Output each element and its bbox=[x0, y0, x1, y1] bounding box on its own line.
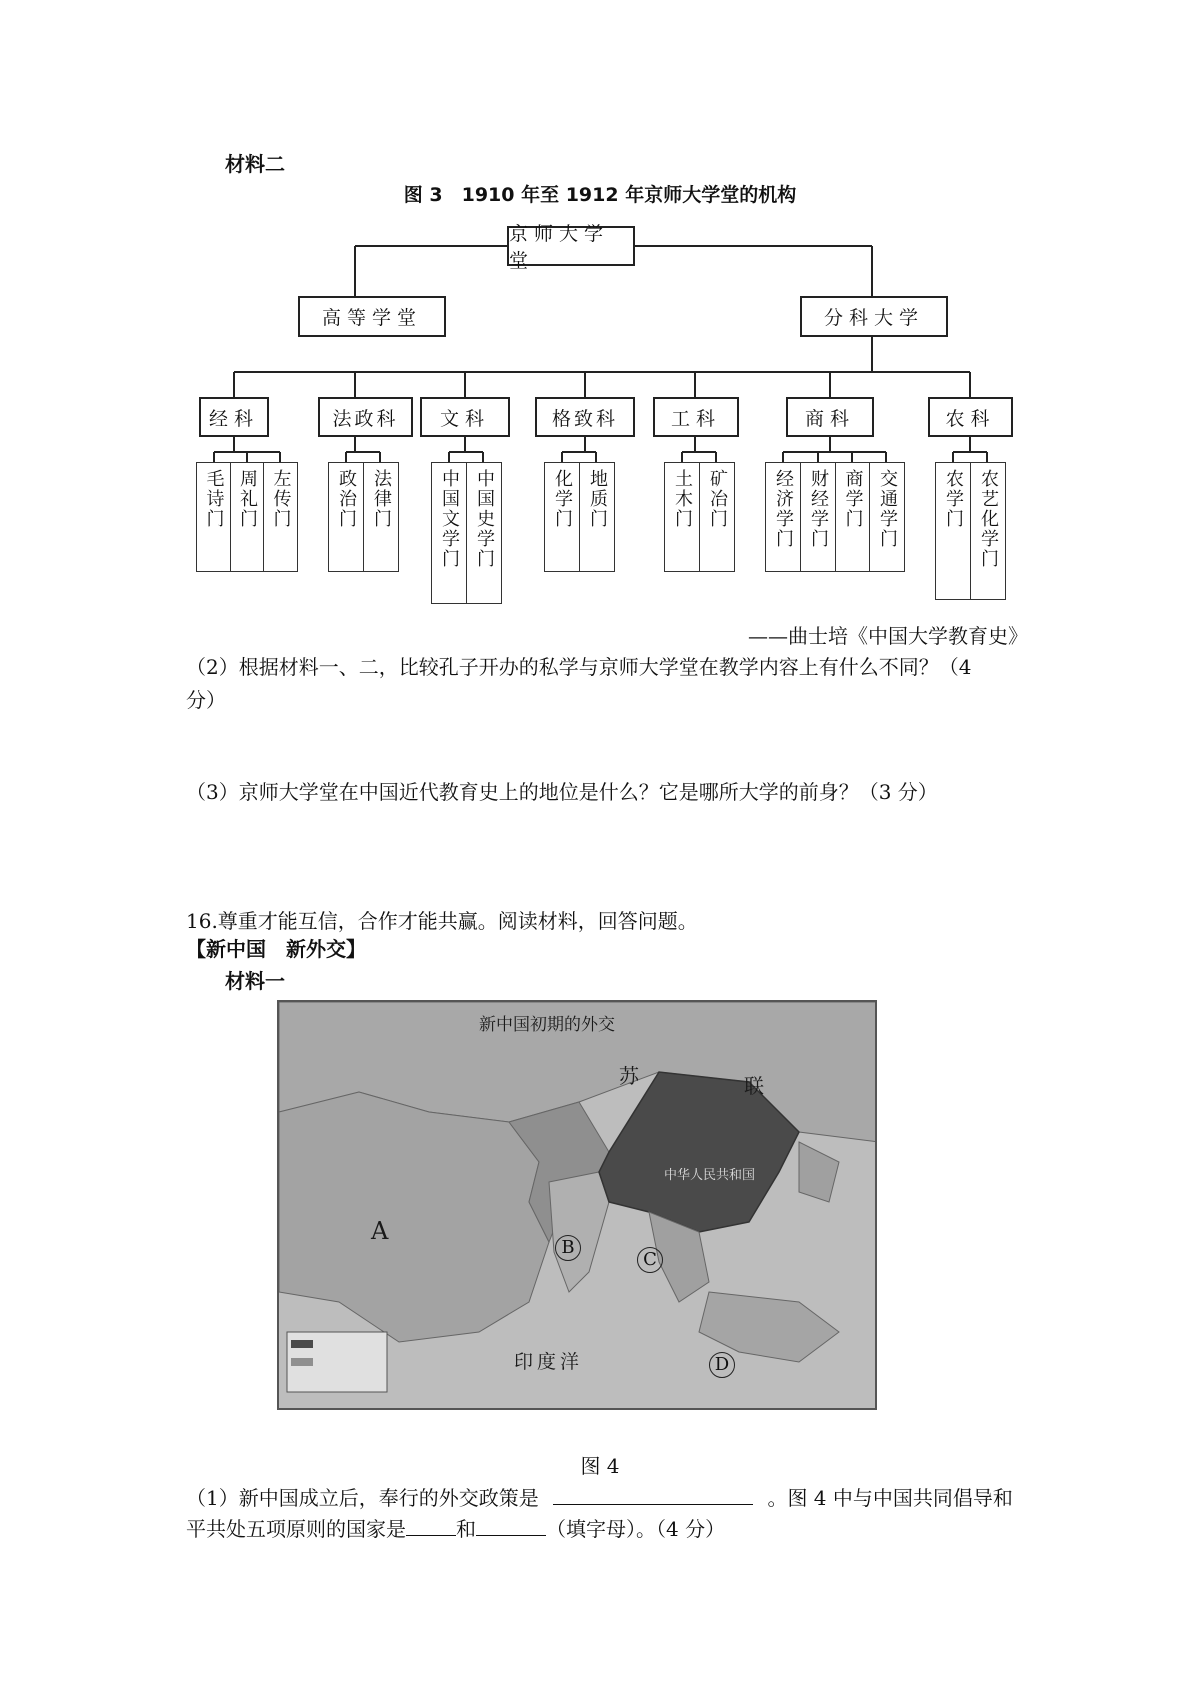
question-1-line1 bbox=[186, 1484, 1013, 1512]
material1-label: 材料一 bbox=[225, 969, 285, 993]
subject-box: 农科 bbox=[928, 397, 1013, 437]
dept-column bbox=[765, 462, 801, 572]
dept-column bbox=[935, 462, 971, 600]
dept-label: 农学门 bbox=[943, 469, 964, 529]
dept-column bbox=[835, 462, 870, 572]
subject-box: 文科 bbox=[420, 397, 510, 437]
dept-column bbox=[970, 462, 1006, 600]
org-right: 分科大学 bbox=[800, 296, 948, 337]
dept-column bbox=[230, 462, 264, 572]
dept-column bbox=[263, 462, 298, 572]
dept-label: 政治门 bbox=[336, 469, 357, 529]
question-16-intro: 16.尊重才能互信，合作才能共赢。阅读材料，回答问题。 bbox=[186, 909, 698, 933]
dept-label: 法律门 bbox=[371, 469, 392, 529]
dept-label: 农艺化学门 bbox=[978, 469, 999, 569]
subject-box: 经科 bbox=[199, 397, 269, 437]
question-1-text-d: 和 bbox=[456, 1517, 476, 1541]
map-label-ocean: 印度洋 bbox=[514, 1351, 584, 1373]
dept-column bbox=[869, 462, 905, 572]
answer-blank-country-1[interactable] bbox=[406, 1515, 456, 1536]
question-1-text-c: 平共处五项原则的国家是 bbox=[186, 1517, 406, 1541]
dept-label: 中国史学门 bbox=[474, 469, 495, 569]
dept-column bbox=[544, 462, 580, 572]
dept-column bbox=[466, 462, 502, 604]
dept-label: 毛诗门 bbox=[203, 469, 225, 529]
dept-label: 土木门 bbox=[672, 469, 693, 529]
dept-column bbox=[328, 462, 364, 572]
fig4-caption: 图 4 bbox=[580, 1454, 620, 1478]
dept-label: 左传门 bbox=[270, 469, 292, 529]
diplomacy-map bbox=[277, 1000, 877, 1410]
dept-label: 经济学门 bbox=[773, 469, 794, 549]
org-left: 高等学堂 bbox=[298, 296, 446, 337]
dept-column bbox=[579, 462, 615, 572]
dept-column bbox=[699, 462, 735, 572]
dept-label: 地质门 bbox=[587, 469, 608, 529]
map-marker-c: C bbox=[637, 1247, 663, 1273]
question-1-text-a: （1）新中国成立后，奉行的外交政策是 bbox=[186, 1486, 539, 1510]
question-2-line2: 分） bbox=[186, 688, 226, 712]
map-marker-d: D bbox=[709, 1352, 735, 1378]
dept-column bbox=[196, 462, 231, 572]
dept-label: 交通学门 bbox=[877, 469, 898, 549]
map-marker-b: B bbox=[555, 1235, 581, 1261]
map-marker-a: A bbox=[371, 1217, 389, 1245]
org-root: 京师大学堂 bbox=[507, 226, 635, 266]
dept-column bbox=[800, 462, 836, 572]
map-title: 新中国初期的外交 bbox=[479, 1015, 615, 1035]
dept-label: 周礼门 bbox=[237, 469, 258, 529]
dept-label: 商学门 bbox=[842, 469, 864, 529]
org-chart bbox=[0, 0, 1200, 620]
dept-label: 化学门 bbox=[552, 469, 573, 529]
subject-box: 法政科 bbox=[318, 397, 413, 437]
question-1-text-b: 。图 4 中与中国共同倡导和 bbox=[767, 1486, 1013, 1510]
dept-column bbox=[664, 462, 700, 572]
material2-label: 材料二 bbox=[225, 152, 285, 176]
dept-column bbox=[363, 462, 399, 572]
subject-box: 格致科 bbox=[535, 397, 635, 437]
answer-blank-policy[interactable] bbox=[553, 1484, 753, 1505]
map-label-ussr-1: 苏 bbox=[619, 1064, 639, 1088]
question-1-text-e: （填字母）。（4 分） bbox=[546, 1517, 726, 1541]
answer-blank-country-2[interactable] bbox=[476, 1515, 546, 1536]
question-2-line1: （2）根据材料一、二，比较孔子开办的私学与京师大学堂在教学内容上有什么不同？（4 bbox=[186, 655, 972, 679]
map-label-ussr-2: 联 bbox=[744, 1074, 764, 1098]
question-1-line2 bbox=[186, 1515, 725, 1543]
section-title: 【新中国 新外交】 bbox=[186, 937, 366, 961]
dept-label: 矿冶门 bbox=[707, 469, 728, 529]
dept-column bbox=[431, 462, 467, 604]
dept-label: 中国文学门 bbox=[439, 469, 460, 569]
question-3: （3）京师大学堂在中国近代教育史上的地位是什么？它是哪所大学的前身？（3 分） bbox=[186, 780, 938, 804]
subject-box: 工科 bbox=[653, 397, 739, 437]
map-label-prc: 中华人民共和国 bbox=[664, 1168, 756, 1183]
dept-label: 财经学门 bbox=[808, 469, 829, 549]
fig3-title: 图 3 1910 年至 1912 年京师大学堂的机构 bbox=[403, 184, 797, 206]
subject-box: 商科 bbox=[786, 397, 874, 437]
source-citation: ——曲士培《中国大学教育史》 bbox=[748, 624, 1028, 648]
